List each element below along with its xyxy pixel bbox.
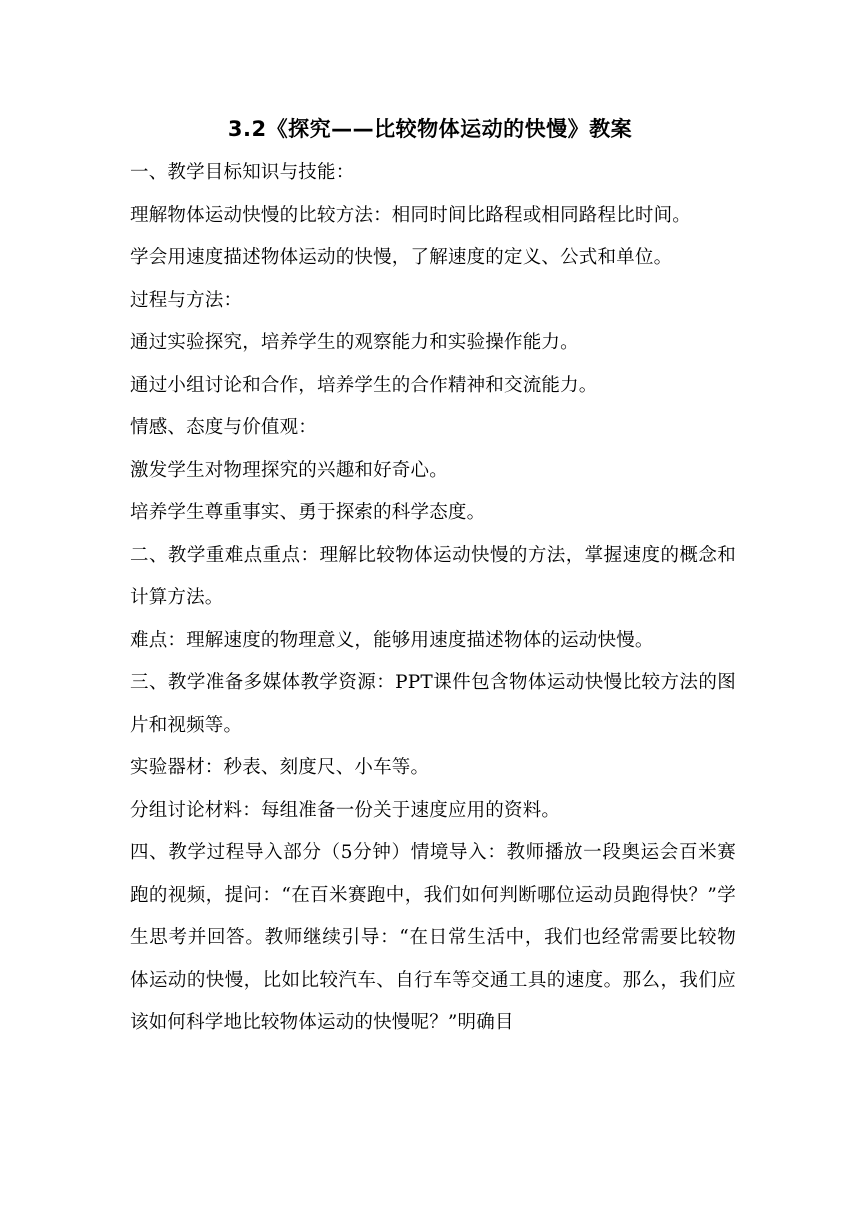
paragraph-process-heading: 过程与方法：	[130, 289, 243, 311]
paragraph-materials: 分组讨论材料：每组准备一份关于速度应用的资料。	[130, 799, 561, 821]
paragraph-difficulties: 难点：理解速度的物理意义，能够用速度描述物体的运动快慢。	[130, 629, 654, 651]
document-body	[130, 152, 736, 1045]
paragraph-process-1: 通过实验探究，培养学生的观察能力和实验操作能力。	[130, 332, 579, 353]
paragraph-process-2: 通过小组讨论和合作，培养学生的合作精神和交流能力。	[130, 374, 598, 396]
paragraph-equipment: 实验器材：秒表、刻度尺、小车等。	[130, 757, 430, 778]
paragraph-key-points: 二、教学重难点重点：理解比较物体运动快慢的方法，掌握速度的概念和计算方法。	[130, 544, 736, 608]
paragraph-objective-2: 学会用速度描述物体运动的快慢，了解速度的定义、公式和单位。	[130, 247, 673, 268]
paragraph-preparation: 三、教学准备多媒体教学资源：PPT课件包含物体运动快慢比较方法的图片和视频等。	[130, 672, 736, 736]
document-title: 3.2《探究——比较物体运动的快慢》教案	[227, 117, 633, 141]
paragraph-objectives-heading: 一、教学目标知识与技能：	[130, 162, 355, 183]
paragraph-attitude-1: 激发学生对物理探究的兴趣和好奇心。	[130, 459, 448, 481]
paragraph-attitude-heading: 情感、态度与价值观：	[130, 417, 318, 438]
paragraph-teaching-process: 四、教学过程导入部分（5分钟）情境导入：教师播放一段奥运会百米赛跑的视频，提问：“在百米赛跑中，我们如何判断哪位运动员跑得快？”学生思考并回答。教师继续引导：“在日常生活中，我们也经常需要比较物体运动的快慢，比如比较汽车、自行车等交通工具的速度。那么，我们应该如何科学地比较物体运动的快慢呢？”明确目	[130, 842, 736, 1033]
paragraph-objective-1: 理解物体运动快慢的比较方法：相同时间比路程或相同路程比时间。	[130, 204, 692, 226]
paragraph-attitude-2: 培养学生尊重事实、勇于探索的科学态度。	[130, 502, 486, 523]
